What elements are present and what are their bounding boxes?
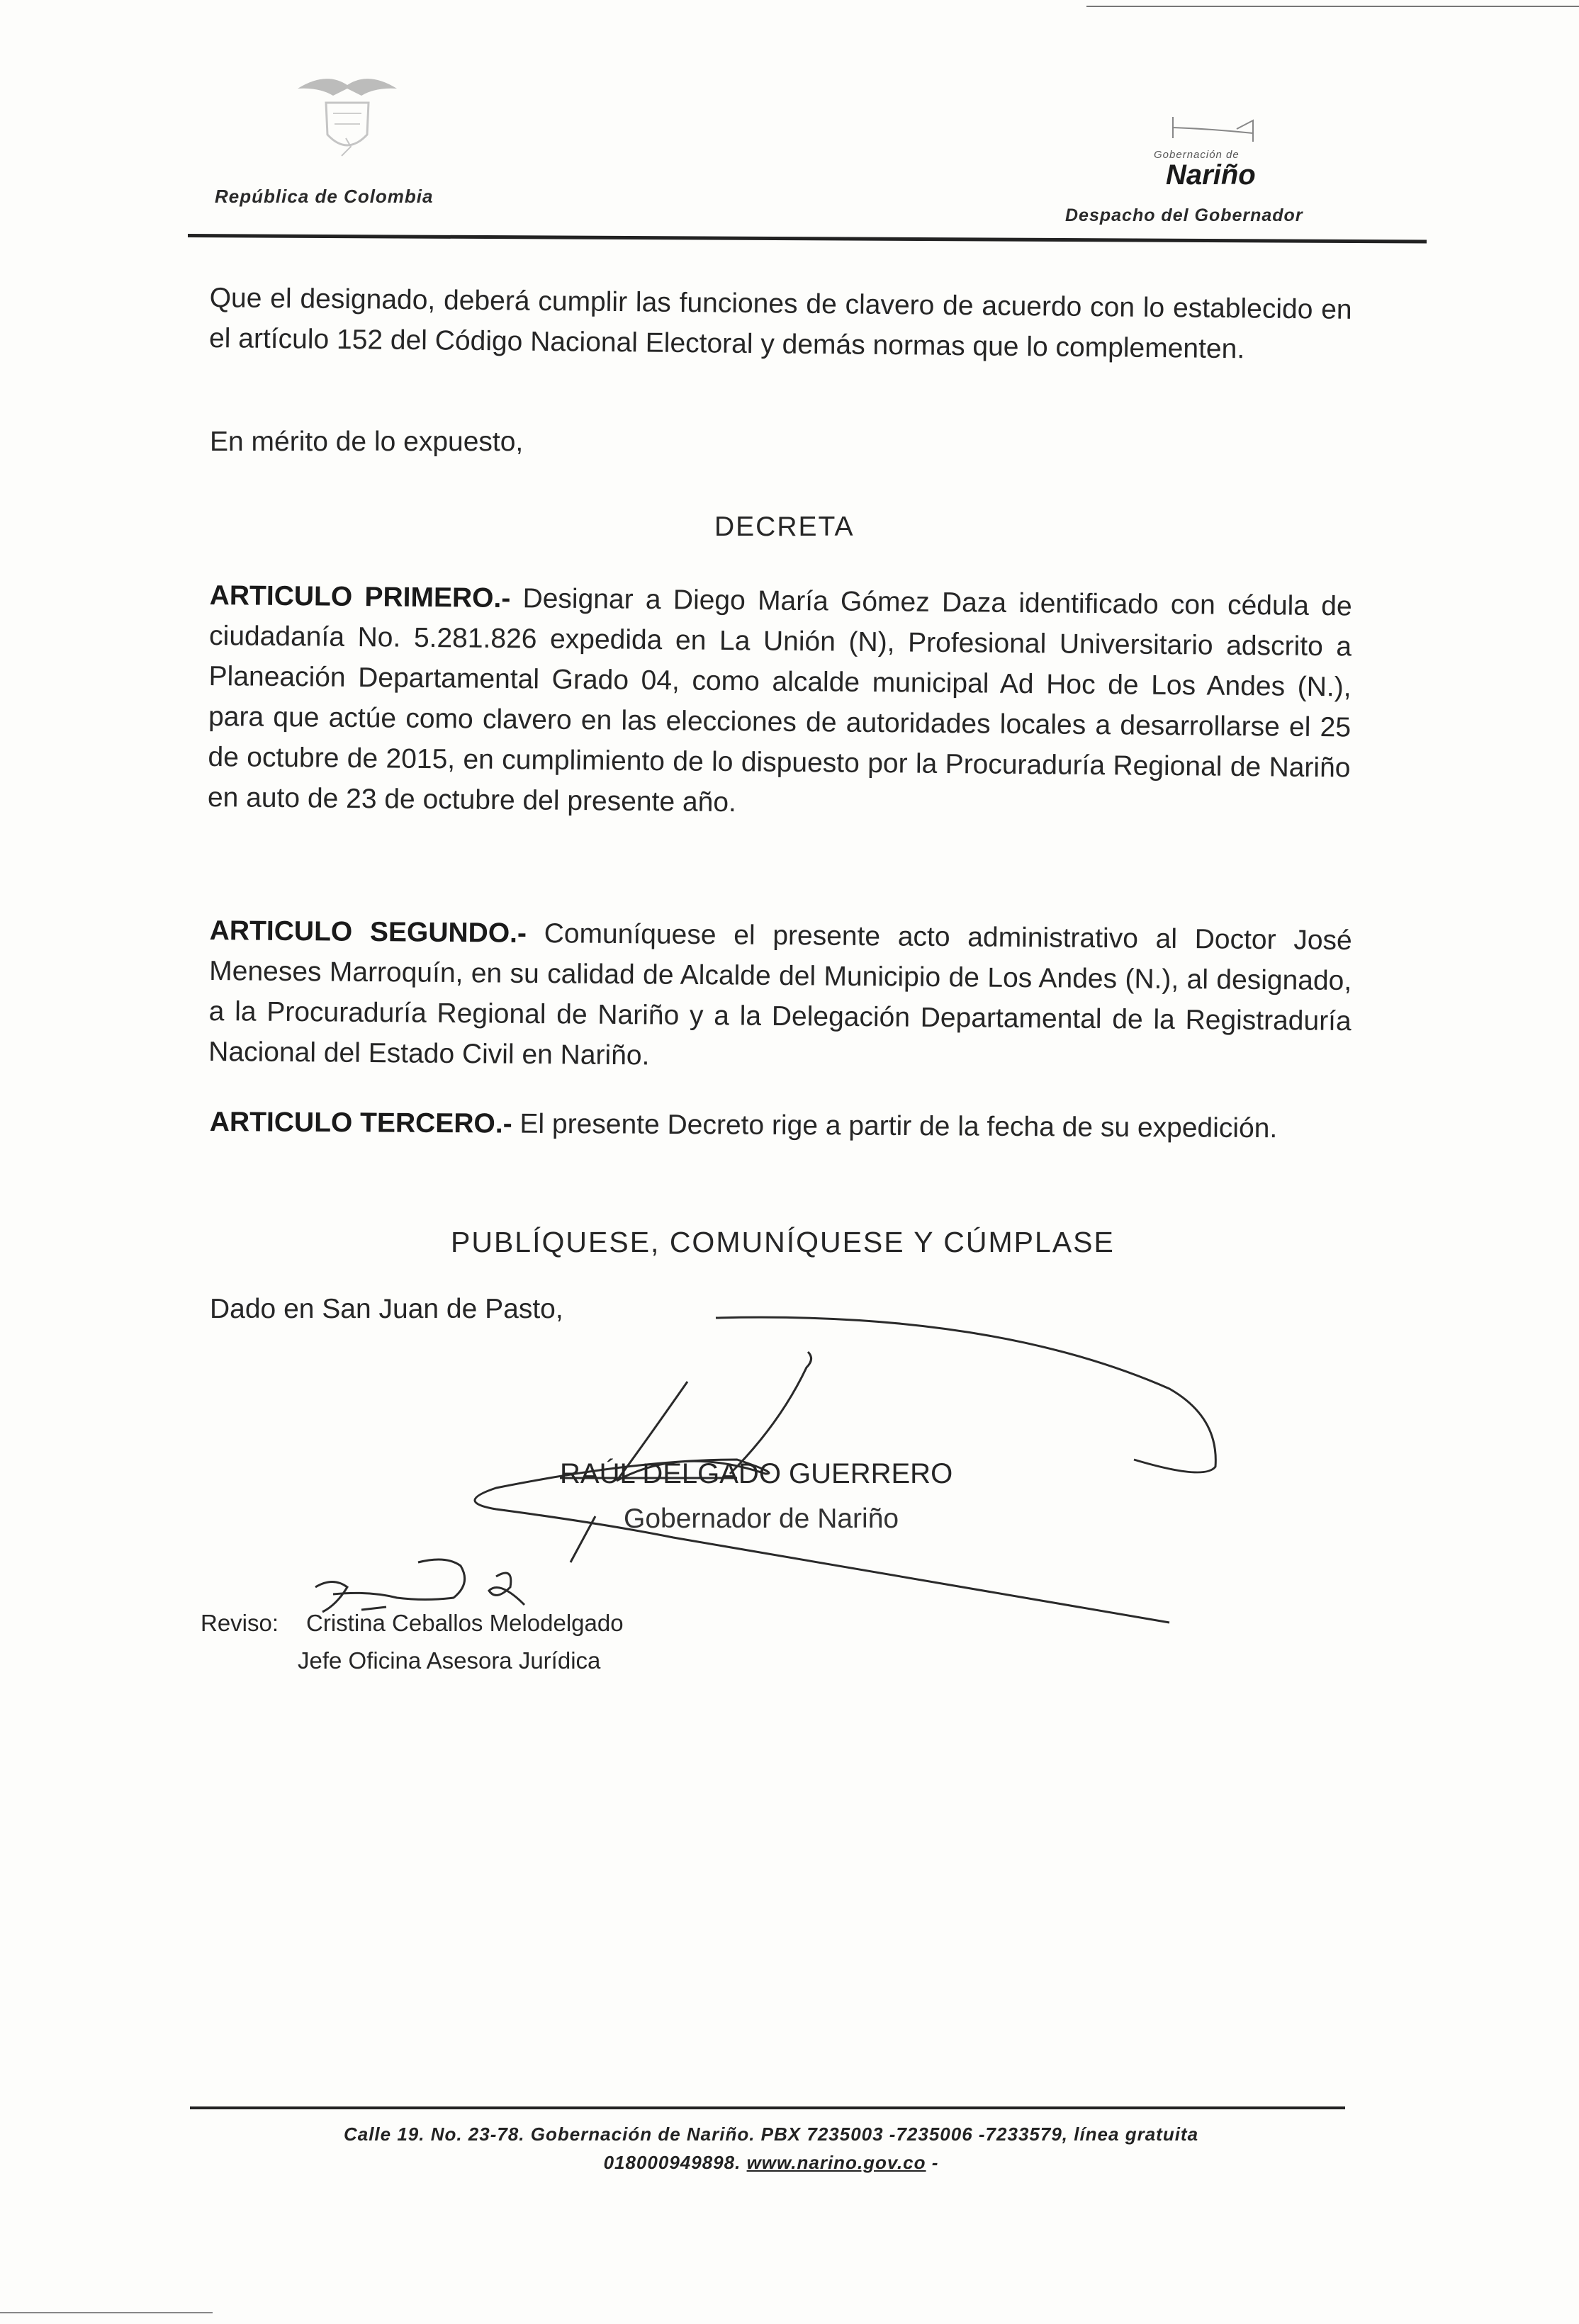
publiquese-heading: PUBLÍQUESE, COMUNÍQUESE Y CÚMPLASE <box>451 1226 1115 1258</box>
reviewer-name: Cristina Ceballos Melodelgado <box>306 1610 624 1636</box>
reviewer-label: Reviso: <box>201 1610 279 1636</box>
article-first <box>208 575 1352 828</box>
scan-edge-line-bottom <box>0 2312 213 2313</box>
paragraph-designee-duties: Que el designado, deberá cumplir las funciones de clavero de acuerdo con lo establecido en el artículo 152 del Código Nacional Electoral y demás normas que lo complementen. <box>208 282 1352 365</box>
footer-phone: 018000949898. <box>603 2152 741 2173</box>
signer-title: Gobernador de Nariño <box>624 1504 899 1534</box>
article-third <box>210 1102 1352 1149</box>
narino-logo-icon <box>1169 113 1261 149</box>
paragraph-merit: En mérito de lo expuesto, <box>210 427 524 457</box>
article-first-label: ARTICULO PRIMERO.- <box>209 580 511 614</box>
footer-divider <box>190 2106 1345 2109</box>
signer-name: RAÚL DELGADO GUERRERO <box>560 1458 953 1489</box>
coat-of-arms-icon <box>283 67 411 167</box>
footer-tail: - <box>926 2152 939 2173</box>
article-second-label: ARTICULO SEGUNDO.- <box>209 915 527 949</box>
footer-address: Calle 19. No. 23-78. Gobernación de Nariño. PBX 7235003 -7235006 -7233579, línea gratuita <box>343 2123 1199 2145</box>
footer-contact <box>222 2152 1320 2174</box>
article-first-text: Designar a Diego María Gómez Daza identificado con cédula de ciudadanía No. 5.281.826 expedida en La Unión (N), Profesional Universitario adscrito a Planeación Departamental Grado 04, como alcalde municipal Ad Hoc de Los Andes (N.), para que actúe como clavero en las elecciones de autoridades locales a desarrollarse el 25 de octubre de 2015, en cumplimiento de lo dispuesto por la Procuraduría Regional de Nariño en auto de 23 de octubre del presente año. <box>207 583 1352 818</box>
office-heading: Despacho del Gobernador <box>1065 205 1303 225</box>
place-given: Dado en San Juan de Pasto, <box>210 1294 563 1324</box>
scan-edge-line <box>1086 6 1579 7</box>
header-divider <box>188 234 1427 244</box>
article-third-label: ARTICULO TERCERO.- <box>209 1106 512 1139</box>
republic-heading: República de Colombia <box>215 186 434 207</box>
article-second <box>208 910 1352 1082</box>
decreta-heading: DECRETA <box>714 512 855 542</box>
article-third-text: El presente Decreto rige a partir de la fecha de su expedición. <box>512 1108 1278 1144</box>
narino-title: Nariño <box>1166 159 1256 191</box>
footer-website-link[interactable]: www.narino.gov.co <box>746 2152 926 2173</box>
reviewer-title: Jefe Oficina Asesora Jurídica <box>298 1647 601 1674</box>
gobernacion-label: Gobernación de <box>1154 149 1240 161</box>
article-second-text: Comuníquese el presente acto administrativo al Doctor José Meneses Marroquín, en su calidad de Alcalde del Municipio de Los Andes (N.), al designado, a la Procuraduría Regional de Nariño y a la Delegación Departamental de la Registraduría Nacional del Estado Civil en Nariño. <box>208 918 1352 1071</box>
